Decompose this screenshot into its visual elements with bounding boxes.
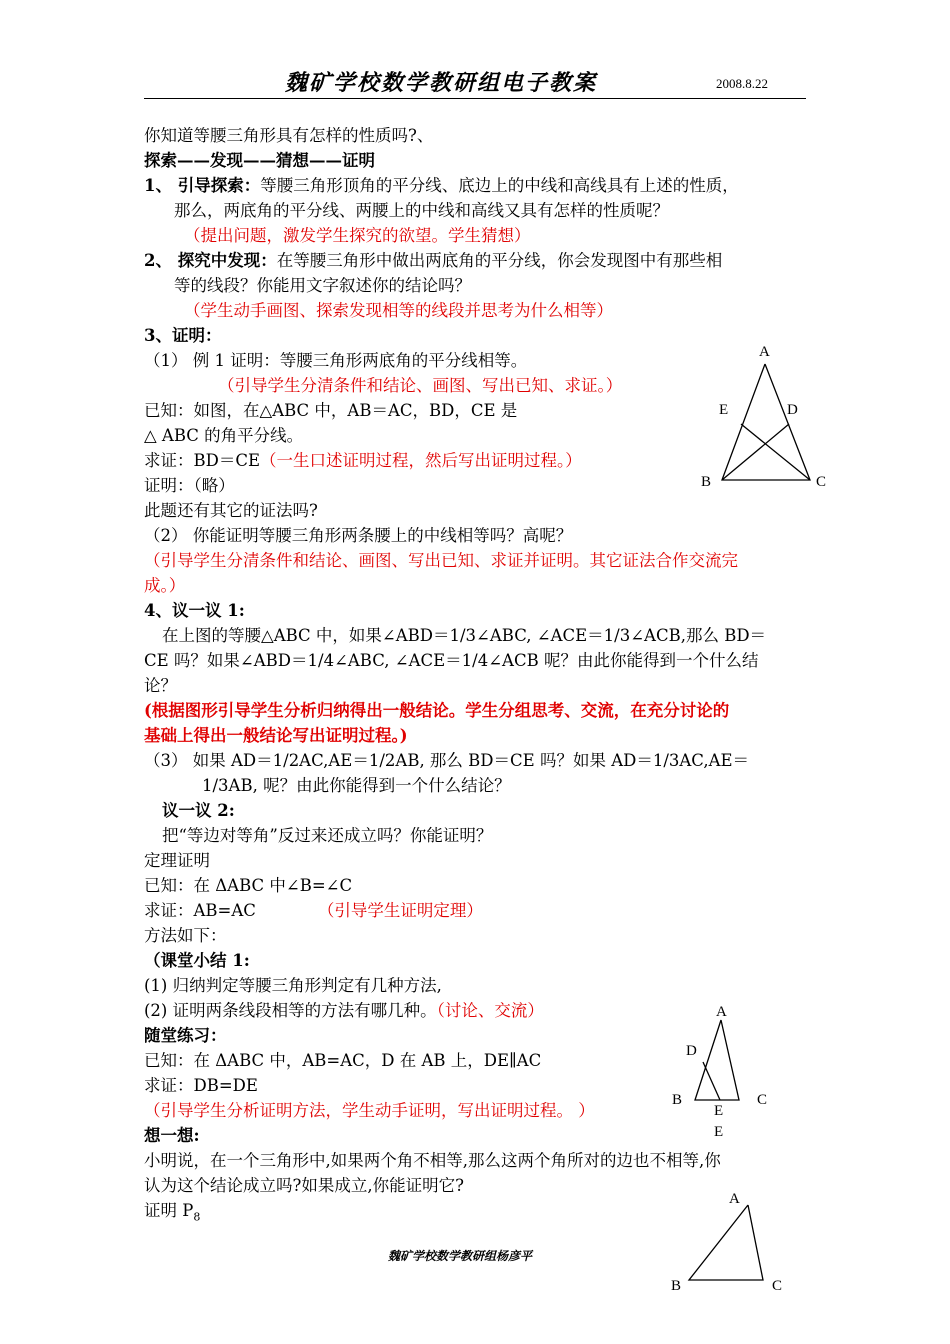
vertex-label-b: B [672, 1092, 683, 1108]
section-heading: （课堂小结 1: [144, 951, 250, 970]
text-line: （2） 你能证明等腰三角形两条腰上的中线相等吗？高呢？ [144, 526, 573, 545]
text-line: 你知道等腰三角形具有怎样的性质吗?、 [144, 126, 434, 145]
vertex-label-a: A [716, 1004, 727, 1020]
section-heading: 想一想: [144, 1126, 200, 1145]
proof-ref: 证明 P [144, 1201, 194, 1220]
text-line [144, 249, 722, 273]
text-line: 认为这个结论成立吗?如果成立,你能证明它? [144, 1176, 464, 1195]
step-text: 等腰三角形顶角的平分线、底边上的中线和高线具有上述的性质， [260, 176, 739, 195]
vertex-label-d: D [686, 1043, 697, 1059]
triangle-abc [695, 1020, 739, 1100]
step-label: 1、 引导探索： [144, 176, 261, 195]
section-heading: 3、证明： [144, 326, 222, 345]
text-line: 等的线段？你能用文字叙述你的结论吗？ [174, 276, 471, 295]
text-line [144, 999, 544, 1023]
text-line: 在上图的等腰△ABC 中，如果∠ABD＝1/3∠ABC, ∠ACE＝1/3∠ACB,那么 BD＝ [162, 626, 767, 645]
vertex-label-a: A [759, 344, 770, 360]
vertex-label-c: C [816, 474, 827, 490]
text-line: 那么，两底角的平分线、两腰上的中线和高线又具有怎样的性质呢？ [174, 201, 669, 220]
text-line [144, 1199, 200, 1229]
text-line: 1/3AB, 呢？由此你能得到一个什么结论？ [202, 776, 511, 795]
text-line: 此题还有其它的证法吗? [144, 501, 318, 520]
vertex-label-d: D [787, 402, 798, 418]
figure-triangle-parallel [665, 1000, 785, 1140]
text-line: CE 吗？如果∠ABD＝1/4∠ABC, ∠ACE＝1/4∠ACB 呢？由此你能得到一个什么结 [144, 651, 759, 670]
annotation-line: （提出问题，激发学生探究的欲望。学生猜想） [184, 226, 531, 245]
triangle-abc [722, 364, 810, 480]
segment-de [703, 1062, 720, 1100]
list-text: (2) 证明两条线段相等的方法有哪几种。 [144, 1001, 437, 1020]
text-line [144, 449, 582, 473]
annotation-line: (根据图形引导学生分析归纳得出一般结论。学生分组思考、交流，在充分讨论的 [144, 701, 730, 720]
vertex-label-e: E [719, 402, 729, 418]
text-line [144, 899, 483, 923]
text-line: 定理证明 [144, 851, 210, 870]
vertex-label-c: C [757, 1092, 768, 1108]
annotation-line: （引导学生分析证明方法，学生动手证明，写出证明过程。 ） [144, 1101, 595, 1120]
annotation-line: （引导学生分清条件和结论、画图、写出已知、求证并证明。其它证法合作交流完 [144, 551, 738, 570]
annotation-inline: （引导学生证明定理） [317, 901, 483, 920]
text-line: 已知：在 ΔABC 中∠B=∠C [144, 876, 353, 895]
annotation-line: 成。） [144, 576, 186, 595]
figure-triangle-scalene [665, 1185, 795, 1300]
text-line: （3） 如果 AD＝1/2AC,AE＝1/2AB, 那么 BD＝CE 吗？如果 AD＝1/3AC,AE＝ [144, 751, 750, 770]
annotation-line: （学生动手画图、探索发现相等的线段并思考为什么相等） [184, 301, 613, 320]
section-heading: 随堂练习： [144, 1026, 227, 1045]
text-line: （1） 例 1 证明：等腰三角形两底角的平分线相等。 [144, 351, 528, 370]
vertex-label-b: B [701, 474, 712, 490]
vertex-label-a: A [729, 1191, 740, 1207]
text-line: 把“等边对等角”反过来还成立吗？你能证明？ [162, 826, 493, 845]
header-title: 魏矿学校数学教研组电子教案 [285, 70, 598, 96]
prove-label: 求证：AB=AC [144, 901, 256, 920]
footer-text: 魏矿学校数学教研组杨彦平 [388, 1249, 533, 1263]
proof-ref-page: 8 [193, 1210, 201, 1224]
text-line: △ ABC 的角平分线。 [144, 426, 304, 445]
step-label: 2、 探究中发现： [144, 251, 277, 270]
annotation-inline: （讨论、交流） [436, 1001, 544, 1020]
annotation-line: （引导学生分清条件和结论、画图、写出已知、求证。） [218, 376, 623, 395]
header-date: 2008.8.22 [716, 76, 768, 91]
text-line: 已知：如图，在△ABC 中，AB＝AC，BD，CE 是 [144, 401, 518, 420]
text-line [144, 174, 739, 198]
annotation-line: 基础上得出一般结论写出证明过程。) [144, 726, 408, 745]
vertex-label-e: E [714, 1103, 724, 1119]
text-line: (1) 归纳判定等腰三角形判定有几种方法, [144, 976, 442, 995]
annotation-inline: （一生口述证明过程，然后写出证明过程。） [260, 451, 582, 470]
triangle-abc [689, 1205, 763, 1280]
vertex-label-b: B [671, 1278, 682, 1294]
text-line: 已知：在 ΔABC 中，AB=AC，D 在 AB 上，DE∥AC [144, 1051, 542, 1070]
vertex-label-c: C [772, 1278, 783, 1294]
text-line: 求证：DB=DE [144, 1076, 258, 1095]
text-line: 论？ [144, 676, 177, 695]
vertex-label-e-duplicate: E [714, 1124, 724, 1140]
text-line: 小明说，在一个三角形中,如果两个角不相等,那么这两个角所对的边也不相等,你 [144, 1151, 721, 1170]
section-heading: 探索——发现——猜想——证明 [144, 151, 375, 170]
header-divider [144, 98, 806, 99]
text-line: 方法如下： [144, 926, 227, 945]
step-text: 在等腰三角形中做出两底角的平分线，你会发现图中有那些相 [276, 251, 723, 270]
text-line: 证明：（略） [144, 476, 235, 495]
section-heading: 4、议一议 1: [144, 601, 245, 620]
section-heading: 议一议 2: [162, 801, 235, 820]
prove-label: 求证：BD＝CE [144, 451, 261, 470]
figure-triangle-bisectors [690, 340, 840, 500]
